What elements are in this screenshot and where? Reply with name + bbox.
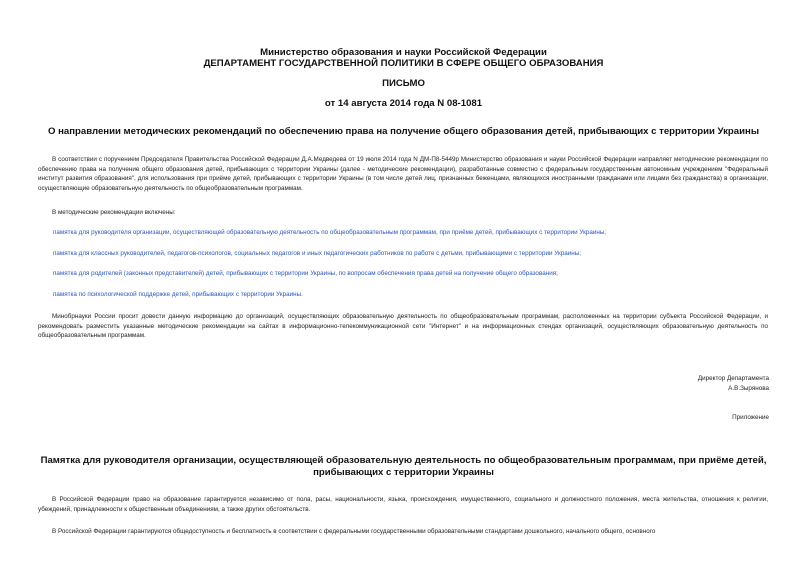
memo-paragraph-1 [38,495,768,514]
appendix-label: Приложение [732,414,769,421]
document-date-number: от 14 августа 2014 года N 08-1081 [324,98,483,109]
link-memo-parents[interactable]: памятка для родителей (законных представителей) детей, прибывающих с территории Украины, по вопросам обеспечения права детей на получение общего образования; [53,270,558,277]
memo-paragraph-1-text: В Российской Федерации право на образование гарантируется независимо от пола, расы, национальности, языка, происхождения, имущественного, социального и должностного положения, места жительства, отношения к религии, убеждений, принадлежности к общественным объединениям, а также других обстоятельств. [38,496,768,513]
body-paragraph-1-text: В соответствии с поручением Председателя Правительства Российской Федерации Д.А.Медведева от 19 июля 2014 года N ДМ-П8-5449р Министерство образования и науки Российской Федерации направляет методические рекомендации по обеспечению права на получение общего образования детей, прибывающих с территории Украины (далее - методические рекомендации), разработанные совместно с федеральным государственным автономным учреждением "Федеральный институт развития образования", для использования при приёме детей, прибывающих с территории Украины (в том числе детей лиц, признанных беженцами, являющихся иностранными гражданами или лицами без гражданства) в организации, осуществляющие образовательную деятельность по общеобразовательным программам. [38,156,768,192]
ministry-name: Министерство образования и науки Российской Федерации [260,47,547,58]
signature-position: Директор Департамента [697,375,769,382]
body-paragraph-3-text: Минобрнауки России просит довести данную информацию до организаций, осуществляющих образовательную деятельность по общеобразовательным программам, расположенных на территории субъекта Российской Федерации, и рекомендовать разместить указанные методические рекомендации на сайтах в информационно-телекоммуникационной сети "Интернет" и на информационных стендах организаций, осуществляющих образовательную деятельность по общеобразовательным программам. [38,313,768,339]
body-paragraph-2-text: В методические рекомендации включены: [52,209,176,216]
department-name: ДЕПАРТАМЕНТ ГОСУДАРСТВЕННОЙ ПОЛИТИКИ В СФЕРЕ ОБЩЕГО ОБРАЗОВАНИЯ [203,58,604,69]
memo-paragraph-2 [38,527,768,537]
link-memo-head[interactable]: памятка для руководителя организации, осуществляющей образовательную деятельность по общеобразовательным программам, при приёме детей, прибывающих с территории Украины; [53,229,607,236]
memo-paragraph-2-text: В Российской Федерации гарантируются общедоступность и бесплатность в соответствии с федеральными государственными образовательными стандартами дошкольного, начального общего, основного [52,528,656,535]
body-paragraph-1 [38,155,768,193]
document-subject: О направлении методических рекомендаций по обеспечению права на получение общего образования детей, прибывающих с территории Украины [47,126,760,137]
document-type: ПИСЬМО [382,78,425,89]
link-memo-teachers[interactable]: памятка для классных руководителей, педагогов-психологов, социальных педагогов и иных педагогических работников по работе с детьми, прибывающими с территории Украины; [53,250,581,257]
signature-block [698,374,769,393]
memo-title-line-1: Памятка для руководителя организации, осуществляющей образовательную деятельность по общеобразовательным программам, при приёме детей, [40,455,767,466]
memo-title-line-2: прибывающих с территории Украины [313,467,494,478]
body-paragraph-3 [38,312,768,341]
signature-name: А.В.Зырянова [728,384,769,392]
link-memo-psychology[interactable]: памятка по психологической поддержке детей, прибывающих с территории Украины. [53,291,303,298]
body-paragraph-2 [38,208,768,218]
